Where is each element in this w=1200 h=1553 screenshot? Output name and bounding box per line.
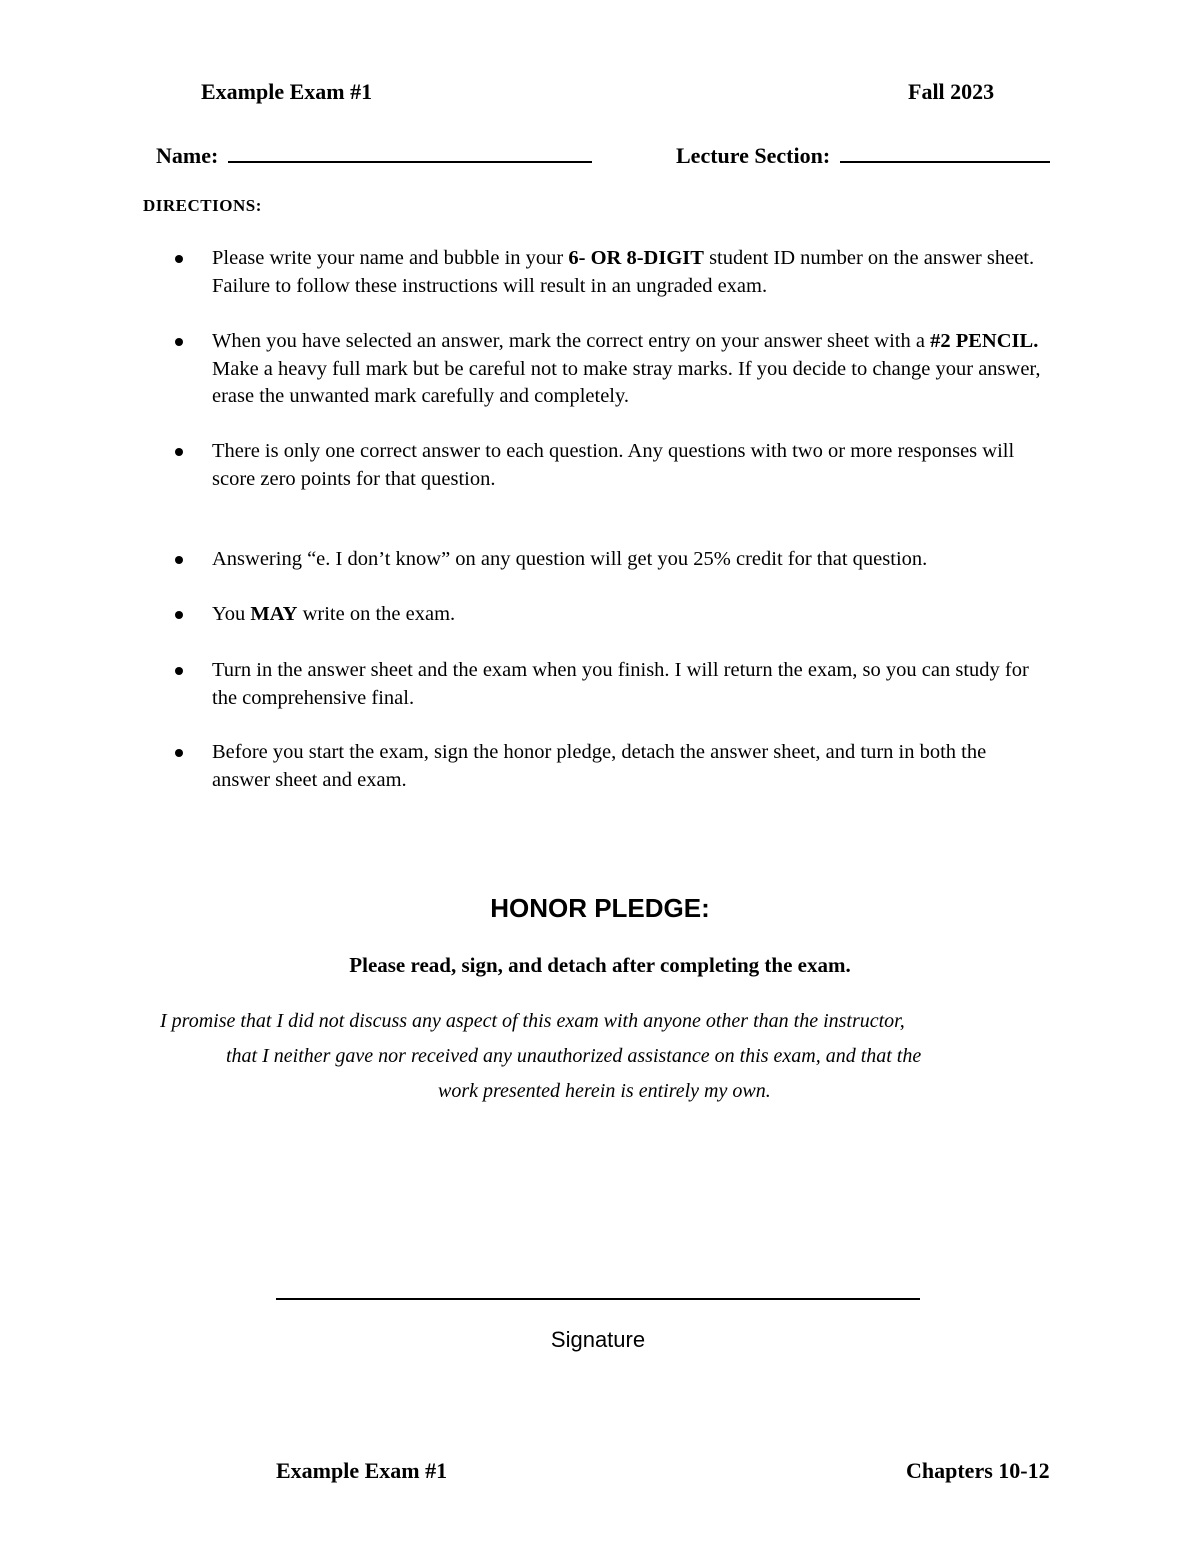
direction-item bbox=[212, 739, 1042, 794]
name-label: Name: bbox=[156, 143, 219, 168]
direction-item bbox=[212, 601, 1042, 629]
lecture-section-label: Lecture Section: bbox=[676, 143, 831, 168]
direction-run: Answering “e. I don’t know” on any question will get you 25% credit for that question. bbox=[212, 548, 928, 570]
direction-emphasis: MAY bbox=[250, 603, 298, 625]
pledge-line-3: work presented herein is entirely my own. bbox=[438, 1080, 771, 1102]
direction-run: write on the exam. bbox=[297, 603, 456, 625]
lecture-section-field[interactable] bbox=[676, 143, 1050, 169]
name-field[interactable] bbox=[156, 143, 592, 169]
direction-text bbox=[212, 741, 986, 791]
direction-run: There is only one correct answer to each question. Any questions with two or more responses will score zero points for that question. bbox=[212, 440, 1015, 490]
bullet-icon bbox=[175, 749, 183, 757]
direction-run: When you have selected an answer, mark the correct entry on your answer sheet with a bbox=[212, 330, 931, 352]
exam-term: Fall 2023 bbox=[908, 79, 995, 104]
direction-emphasis: #2 PENCIL. bbox=[930, 330, 1039, 352]
exam-title: Example Exam #1 bbox=[201, 79, 373, 104]
direction-item bbox=[212, 657, 1042, 712]
bullet-icon bbox=[175, 556, 183, 564]
direction-item bbox=[212, 245, 1042, 300]
direction-text bbox=[212, 659, 1029, 709]
direction-emphasis: 6- OR 8-DIGIT bbox=[568, 247, 704, 269]
footer-chapters: Chapters 10-12 bbox=[906, 1458, 1050, 1483]
lecture-section-blank[interactable] bbox=[840, 143, 1050, 163]
direction-text bbox=[212, 247, 1034, 297]
bullet-icon bbox=[175, 338, 183, 346]
direction-text bbox=[212, 548, 927, 570]
direction-run: Please write your name and bubble in your bbox=[212, 247, 569, 269]
direction-text bbox=[212, 603, 455, 625]
direction-run: You bbox=[212, 603, 251, 625]
signature-label: Signature bbox=[550, 1327, 646, 1352]
direction-run: Turn in the answer sheet and the exam when you finish. I will return the exam, so you can study for the comprehensive final. bbox=[212, 659, 1029, 709]
pledge-line-1: I promise that I did not discuss any aspect of this exam with anyone other than the instructor, bbox=[160, 1010, 905, 1032]
pledge-line-2: that I neither gave nor received any unauthorized assistance on this exam, and that the bbox=[226, 1045, 922, 1067]
bullet-icon bbox=[175, 255, 183, 263]
bullet-icon bbox=[175, 611, 183, 619]
direction-run: student ID number on the answer sheet. Failure to follow these instructions will result in an ungraded exam. bbox=[212, 247, 1035, 297]
bullet-icon bbox=[175, 667, 183, 675]
directions-heading: DIRECTIONS: bbox=[143, 196, 262, 215]
name-blank[interactable] bbox=[228, 143, 592, 163]
direction-run: Make a heavy full mark but be careful not to make stray marks. If you decide to change your answer, erase the unwanted mark carefully and completely. bbox=[212, 357, 1041, 407]
honor-pledge-title: HONOR PLEDGE: bbox=[490, 893, 710, 923]
bullet-icon bbox=[175, 448, 183, 456]
direction-text bbox=[212, 440, 1014, 490]
direction-text bbox=[212, 330, 1041, 407]
direction-item bbox=[212, 438, 1042, 493]
honor-pledge-subtitle: Please read, sign, and detach after completing the exam. bbox=[349, 953, 851, 977]
signature-line[interactable] bbox=[276, 1298, 920, 1300]
footer-exam-title: Example Exam #1 bbox=[276, 1458, 448, 1483]
direction-run: Before you start the exam, sign the honor pledge, detach the answer sheet, and turn in both the answer sheet and exam. bbox=[212, 741, 987, 791]
direction-item bbox=[212, 328, 1042, 411]
direction-item bbox=[212, 546, 1042, 574]
